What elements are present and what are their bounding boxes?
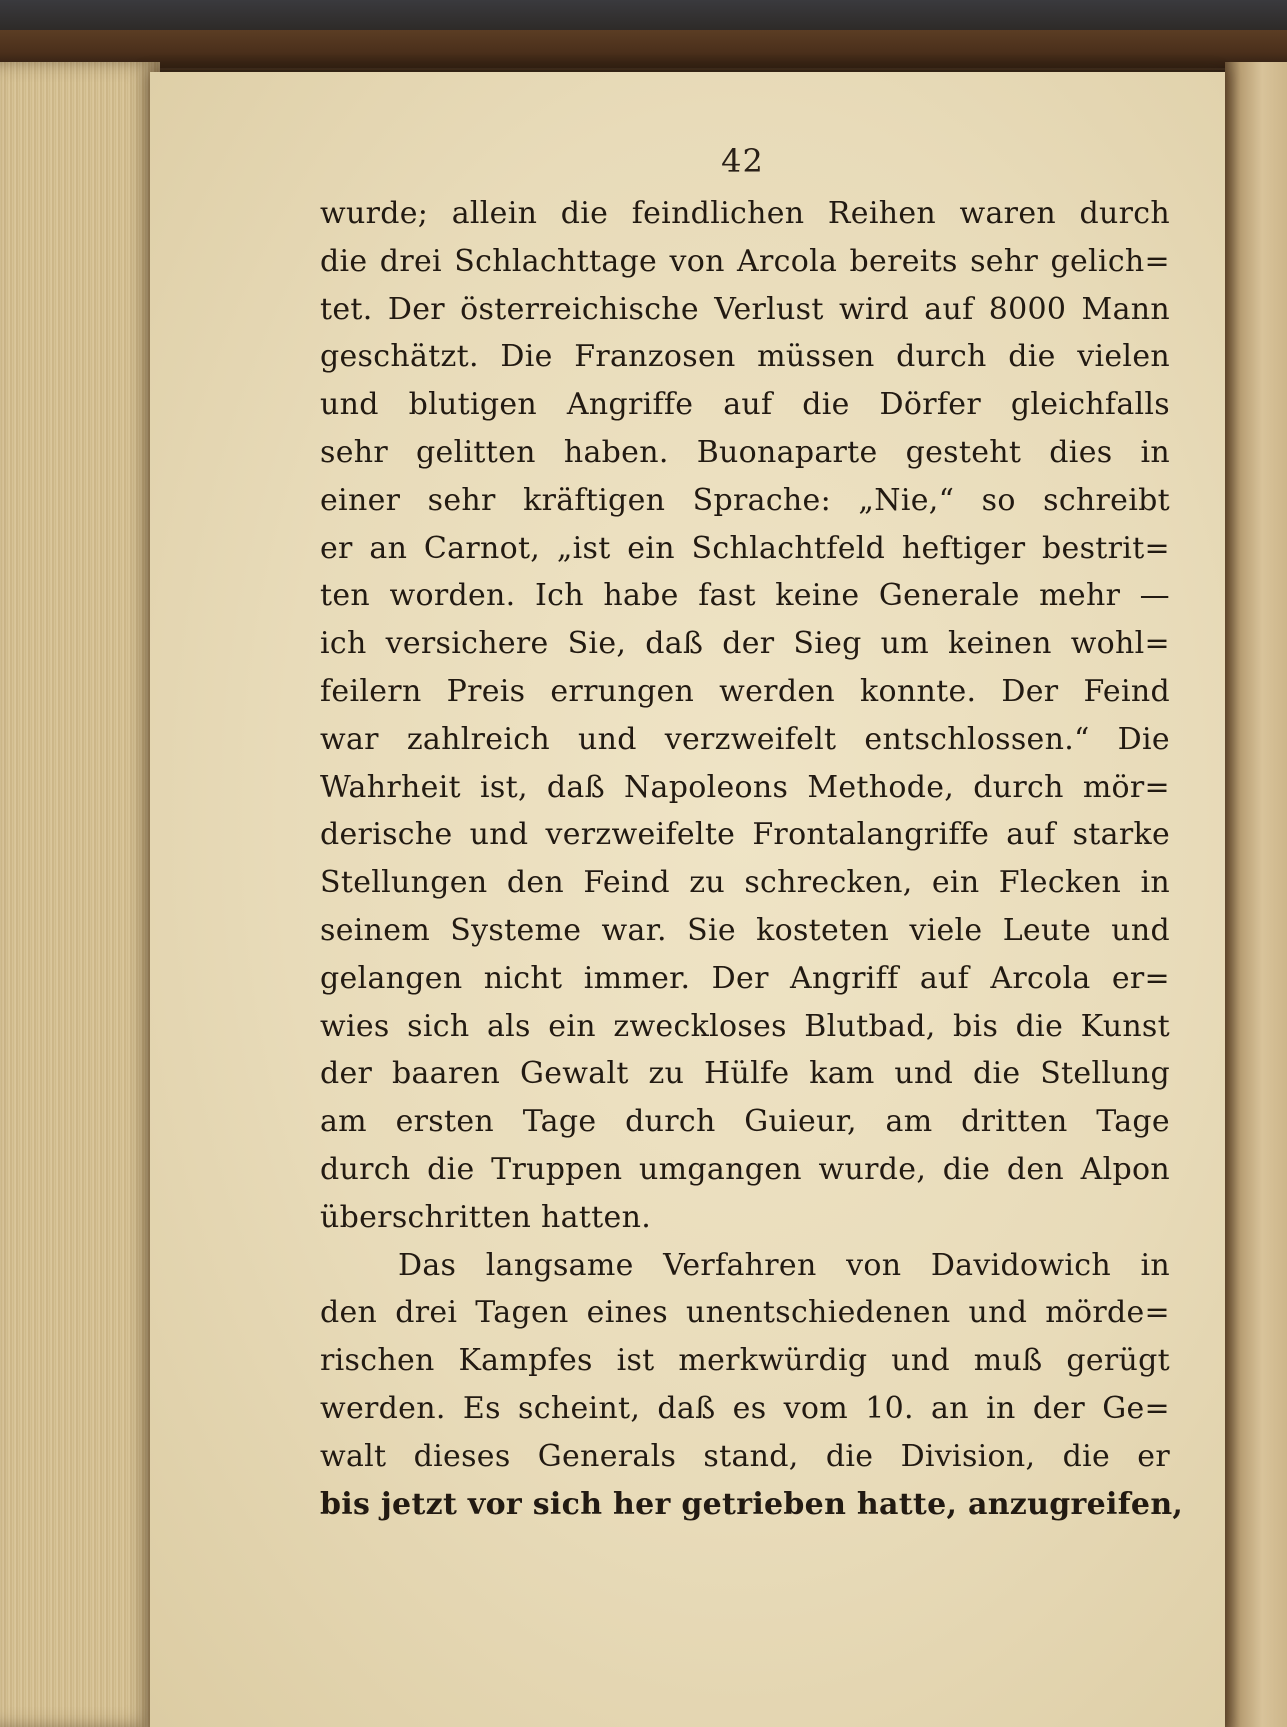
book-cover-edge (0, 30, 1287, 68)
text-line: Stellungen den Feind zu schrecken, ein Flecken in (320, 865, 1170, 901)
text-line: war zahlreich und verzweifelt entschlossen.“ Die (320, 721, 1170, 757)
paragraph-end-line: überschritten hatten. (320, 1199, 652, 1235)
page-number: 42 (721, 142, 764, 180)
text-line: wurde; allein die feindlichen Reihen waren durch (320, 196, 1170, 231)
text-line: feilern Preis errungen werden konnte. Der Feind (320, 673, 1170, 709)
text-line: einer sehr kräftigen Sprache: „Nie,“ so schreibt (320, 482, 1170, 518)
text-line: geschätzt. Die Franzosen müssen durch die vielen (320, 339, 1170, 375)
text-line: tet. Der österreichische Verlust wird auf 8000 Mann (320, 291, 1170, 327)
text-line: und blutigen Angriffe auf die Dörfer gleichfalls (320, 387, 1170, 423)
text-line: ich versichere Sie, daß der Sieg um keinen wohl= (320, 626, 1170, 662)
paragraph-start-line: Das langsame Verfahren von Davidowich in (398, 1247, 1170, 1283)
text-line: bis jetzt vor sich her getrieben hatte, anzugreifen, (320, 1486, 1184, 1522)
text-line: er an Carnot, „ist ein Schlachtfeld heftiger bestrit= (320, 530, 1170, 566)
text-line: walt dieses Generals stand, die Division, die er (320, 1438, 1170, 1474)
text-line: seinem Systeme war. Sie kosteten viele Leute und (320, 912, 1170, 948)
page-edge-stack (0, 62, 160, 1727)
text-line: derische und verzweifelte Frontalangriffe auf starke (320, 817, 1170, 853)
text-line: den drei Tagen eines unentschiedenen und mörde= (320, 1295, 1170, 1331)
text-line: werden. Es scheint, daß es vom 10. an in der Ge= (320, 1390, 1170, 1426)
text-line: durch die Truppen umgangen wurde, die den Alpon (320, 1151, 1170, 1187)
text-line: Wahrheit ist, daß Napoleons Methode, durch mör= (320, 769, 1170, 805)
book-page (150, 72, 1225, 1727)
text-line: rischen Kampfes ist merkwürdig und muß gerügt (320, 1343, 1170, 1379)
text-line: die drei Schlachttage von Arcola bereits sehr gelich= (320, 243, 1170, 279)
text-line: sehr gelitten haben. Buonaparte gesteht dies in (320, 434, 1170, 470)
text-line: wies sich als ein zweckloses Blutbad, bis die Kunst (320, 1008, 1170, 1044)
text-line: gelangen nicht immer. Der Angriff auf Arcola er= (320, 960, 1170, 996)
text-line: ten worden. Ich habe fast keine Generale mehr — (320, 578, 1170, 614)
text-line: der baaren Gewalt zu Hülfe kam und die Stellung (320, 1056, 1170, 1092)
body-text (320, 190, 1184, 1528)
facing-page-edge (1225, 62, 1287, 1727)
text-line: am ersten Tage durch Guieur, am dritten Tage (320, 1104, 1170, 1140)
